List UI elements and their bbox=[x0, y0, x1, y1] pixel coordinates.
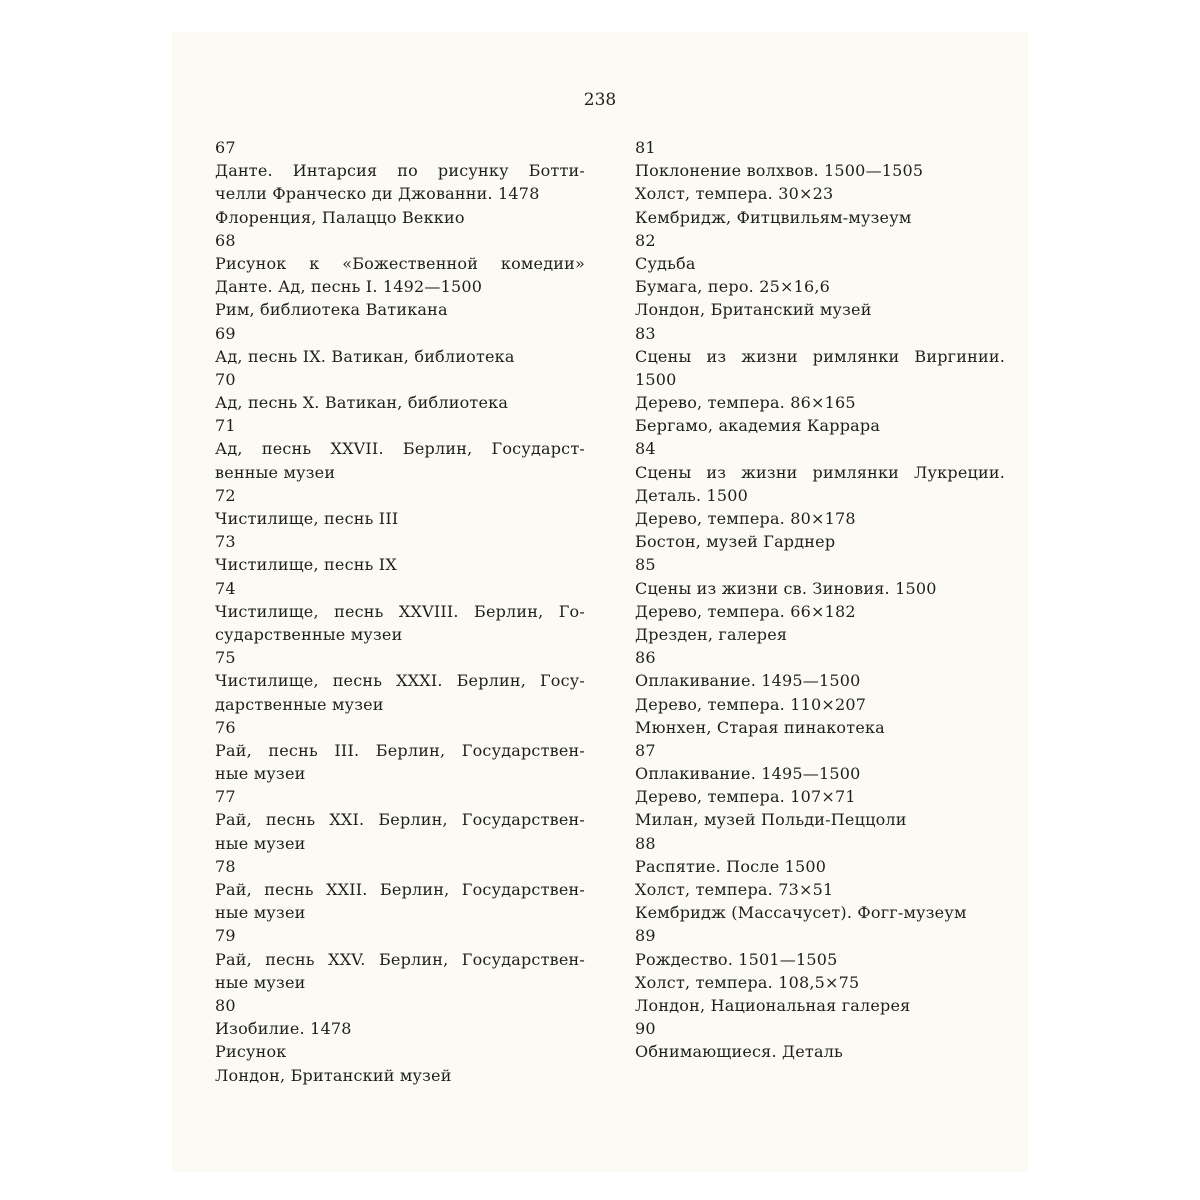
entry-text: Лондон, Британский музей bbox=[215, 1065, 452, 1085]
right-column bbox=[635, 136, 1005, 1064]
entry-text: Ад, песнь IX. Ватикан, библиотека bbox=[215, 346, 515, 366]
entry-text: Чистилище, песнь III bbox=[215, 509, 399, 528]
entry-text: Кембридж, Фитцвильям-музеум bbox=[635, 207, 912, 227]
entry-text: Сцены из жизни римлянки Лукреции. bbox=[635, 462, 1005, 482]
entry-text: Дерево, темпера. 110×207 bbox=[635, 694, 867, 714]
entry-text: Лондон, Британский музей bbox=[635, 300, 872, 320]
entry-text: Деталь. 1500 bbox=[635, 485, 749, 505]
entry-text: ные музеи bbox=[215, 833, 306, 853]
entry-text: Рим, библиотека Ватикана bbox=[215, 300, 448, 320]
entry-text: Оплакивание. 1495—1500 bbox=[635, 671, 861, 691]
entry-number: 1500 bbox=[635, 369, 677, 389]
entry-text: Данте. Интарсия по рисунку Ботти- bbox=[215, 161, 585, 181]
entry-number: 88 bbox=[635, 833, 656, 853]
entry-text: Сцены из жизни св. Зиновия. 1500 bbox=[635, 578, 937, 598]
entry-text: Чистилище, песнь XXVIII. Берлин, Го- bbox=[215, 601, 585, 621]
entry-text: Оплакивание. 1495—1500 bbox=[635, 764, 861, 784]
entry-text: Дерево, темпера. 80×178 bbox=[635, 509, 856, 528]
entry-number: 82 bbox=[635, 230, 656, 250]
entry-text: Мюнхен, Старая пинакотека bbox=[635, 717, 885, 737]
entry-number: 80 bbox=[215, 995, 236, 1015]
entry-text: Холст, темпера. 108,5×75 bbox=[635, 972, 860, 992]
entry-text: Данте. Ад, песнь I. 1492—1500 bbox=[215, 277, 483, 297]
entry-number: 68 bbox=[215, 230, 236, 250]
entry-text: Рай, песнь XXII. Берлин, Государствен- bbox=[215, 880, 585, 899]
entry-text: ные музеи bbox=[215, 764, 306, 784]
entry-number: 90 bbox=[635, 1019, 656, 1039]
entry-text: Флоренция, Палаццо Веккио bbox=[215, 207, 465, 227]
entry-number: 67 bbox=[215, 138, 236, 157]
entry-text: Рисунок bbox=[215, 1042, 287, 1062]
entry-text: Рай, песнь III. Берлин, Государствен- bbox=[215, 740, 585, 760]
entry-text: Чистилище, песнь XXXI. Берлин, Госу- bbox=[215, 671, 585, 691]
entry-number: 79 bbox=[215, 926, 236, 946]
entry-text: Дрезден, галерея bbox=[635, 624, 788, 644]
entry-number: 78 bbox=[215, 856, 236, 876]
entry-text: Чистилище, песнь IX bbox=[215, 555, 397, 575]
entry-number: 71 bbox=[215, 416, 236, 436]
entry-text: Бергамо, академия Каррара bbox=[635, 416, 881, 436]
entry-text: Бумага, перо. 25×16,6 bbox=[635, 277, 831, 297]
entry-number: 72 bbox=[215, 485, 236, 505]
entry-number: 75 bbox=[215, 648, 236, 668]
entry-text: Дерево, темпера. 66×182 bbox=[635, 601, 856, 621]
entry-number: 81 bbox=[635, 138, 656, 157]
entry-number: 76 bbox=[215, 717, 236, 737]
entry-text: ные музеи bbox=[215, 972, 306, 992]
entry-text: Рай, песнь XXV. Берлин, Государствен- bbox=[215, 949, 585, 969]
entry-number: 69 bbox=[215, 323, 236, 343]
entry-text: Дерево, темпера. 86×165 bbox=[635, 393, 856, 413]
entry-text: Ад, песнь X. Ватикан, библиотека bbox=[215, 393, 509, 413]
entry-text: Дерево, темпера. 107×71 bbox=[635, 787, 856, 807]
entry-text: челли Франческо ди Джованни. 1478 bbox=[215, 184, 540, 204]
entry-text: ные музеи bbox=[215, 903, 306, 923]
entry-text: Рождество. 1501—1505 bbox=[635, 949, 838, 969]
entry-text: Распятие. После 1500 bbox=[635, 856, 827, 876]
entry-text: Сцены из жизни римлянки Виргинии. bbox=[635, 346, 1005, 366]
entry-text: Обнимающиеся. Деталь bbox=[635, 1042, 843, 1062]
entry-number: 77 bbox=[215, 787, 236, 807]
entry-number: 83 bbox=[635, 323, 656, 343]
book-page bbox=[172, 32, 1028, 1172]
entry-text: дарственные музеи bbox=[215, 694, 384, 714]
entry-text: Милан, музей Польди-Пеццоли bbox=[635, 810, 907, 830]
entry-text: венные музеи bbox=[215, 462, 336, 482]
entry-text: Рай, песнь XXI. Берлин, Государствен- bbox=[215, 810, 585, 830]
entry-text: Холст, темпера. 73×51 bbox=[635, 880, 834, 899]
entry-text: сударственные музеи bbox=[215, 624, 403, 644]
entry-text: Судьба bbox=[635, 253, 696, 273]
entry-text: Изобилие. 1478 bbox=[215, 1019, 352, 1039]
entry-number: 85 bbox=[635, 555, 656, 575]
entry-number: 74 bbox=[215, 578, 236, 598]
entry-number: 73 bbox=[215, 532, 236, 552]
entry-number: 86 bbox=[635, 648, 656, 668]
entry-text: Холст, темпера. 30×23 bbox=[635, 184, 834, 204]
entry-number: 87 bbox=[635, 740, 656, 760]
entry-text: Бостон, музей Гарднер bbox=[635, 532, 836, 552]
entry-text: Ад, песнь XXVII. Берлин, Государст- bbox=[215, 439, 585, 459]
entry-text: Кембридж (Массачусет). Фогг-музеум bbox=[635, 903, 967, 923]
entry-text: Рисунок к «Божественной комедии» bbox=[215, 253, 585, 273]
entry-text: Лондон, Национальная галерея bbox=[635, 995, 911, 1015]
left-column bbox=[215, 136, 585, 1087]
page-number: 238 bbox=[583, 90, 617, 110]
entry-number: 70 bbox=[215, 369, 236, 389]
entry-number: 89 bbox=[635, 926, 656, 946]
entry-text: Поклонение волхвов. 1500—1505 bbox=[635, 161, 924, 181]
entry-number: 84 bbox=[635, 439, 656, 459]
